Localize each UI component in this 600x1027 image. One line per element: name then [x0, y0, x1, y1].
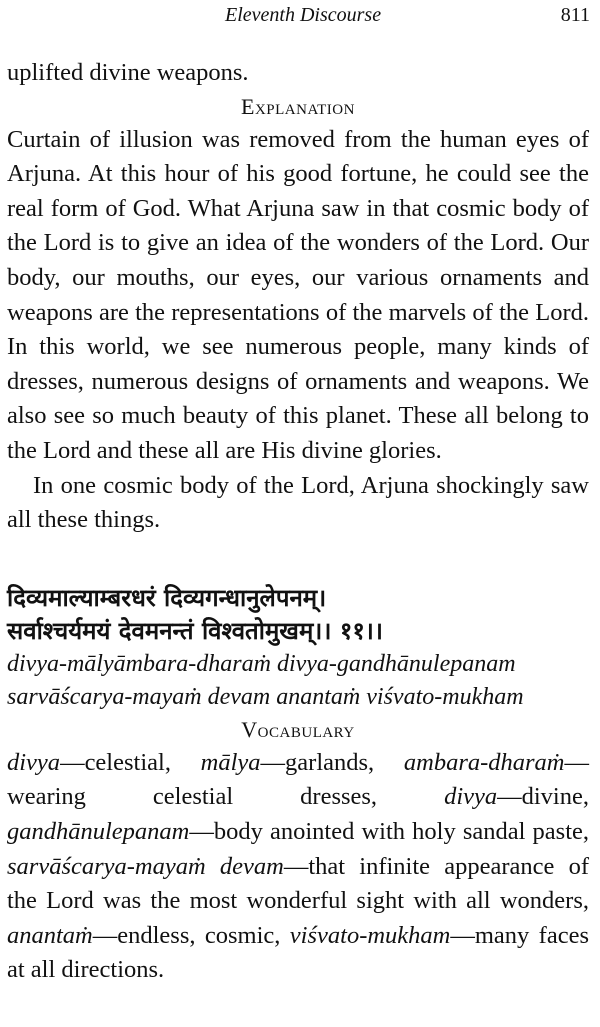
vocab-meaning: —that infinite appearance of the Lord was the most wonderful sight with all wonders,: [7, 852, 589, 915]
page-header: [0, 4, 600, 30]
vocab-meaning: —body anointed with holy sandal paste,: [189, 817, 589, 845]
vocab-meaning: —wearing celestial dresses,: [7, 748, 590, 811]
vocab-meaning: —celestial,: [60, 748, 201, 776]
vocab-entry: [7, 853, 589, 915]
sanskrit-verse-line-1: दिव्यमाल्याम्बरधरं दिव्यगन्धानुलेपनम्।: [7, 583, 327, 612]
transliteration-line-1: divya-mālyāmbara-dharaṁ divya-gandhānulepanam: [7, 650, 516, 677]
vocab-entry: [201, 749, 404, 776]
vocab-term: anantaṁ: [7, 921, 93, 949]
explanation-paragraph-2: In one cosmic body of the Lord, Arjuna shockingly saw all these things.: [7, 471, 589, 534]
vocabulary-heading: Vocabulary: [241, 716, 355, 742]
verse-block: [7, 582, 589, 714]
vocab-meaning: —many faces at all directions.: [7, 921, 590, 984]
page-content: [7, 56, 589, 988]
vocab-term: viśvato-mukham: [289, 921, 451, 949]
vocab-entry: [7, 922, 290, 949]
vocab-entry: [7, 749, 201, 776]
explanation-paragraph-1: Curtain of illusion was removed from the human eyes of Arjuna. At this hour of his good fortune, he could see the real form of God. What Arjuna saw in that cosmic body of the Lord is to give an idea of the wonders of the Lord. Our body, our mouths, our eyes, our various ornaments and weapons are the representations of the marvels of the Lord. In this world, we see numerous people, many kinds of dresses, numerous designs of ornaments and weapons. We also see so much beauty of this planet. These all belong to the Lord and these all are His divine glories.: [7, 125, 589, 464]
vocab-term: gandhānulepanam: [7, 817, 190, 845]
vocab-term: mālya: [200, 748, 261, 776]
explanation-heading: Explanation: [241, 93, 355, 119]
vocab-entry: [7, 818, 589, 845]
transliteration-line-2: sarvāścarya-mayaṁ devam anantaṁ viśvato-mukham: [7, 683, 524, 710]
vocab-meaning: —divine,: [497, 783, 589, 811]
vocab-term: divya: [7, 748, 61, 776]
vocab-meaning: —garlands,: [260, 748, 404, 776]
opening-line: uplifted divine weapons.: [7, 59, 249, 86]
vocab-term: sarvāścarya-mayaṁ devam: [7, 852, 284, 880]
sanskrit-verse-line-2: सर्वाश्चर्यमयं देवमनन्तं विश्वतोमुखम्।। ११।।: [7, 616, 383, 645]
vocab-entry: [444, 783, 589, 810]
running-title: Eleventh Discourse: [225, 4, 382, 26]
vocab-term: divya: [444, 783, 498, 811]
vocab-meaning: —endless, cosmic,: [92, 921, 290, 949]
page-number: 811: [560, 4, 590, 26]
vocabulary-paragraph: [7, 746, 589, 988]
vocab-term: ambara-dharaṁ: [403, 748, 565, 776]
